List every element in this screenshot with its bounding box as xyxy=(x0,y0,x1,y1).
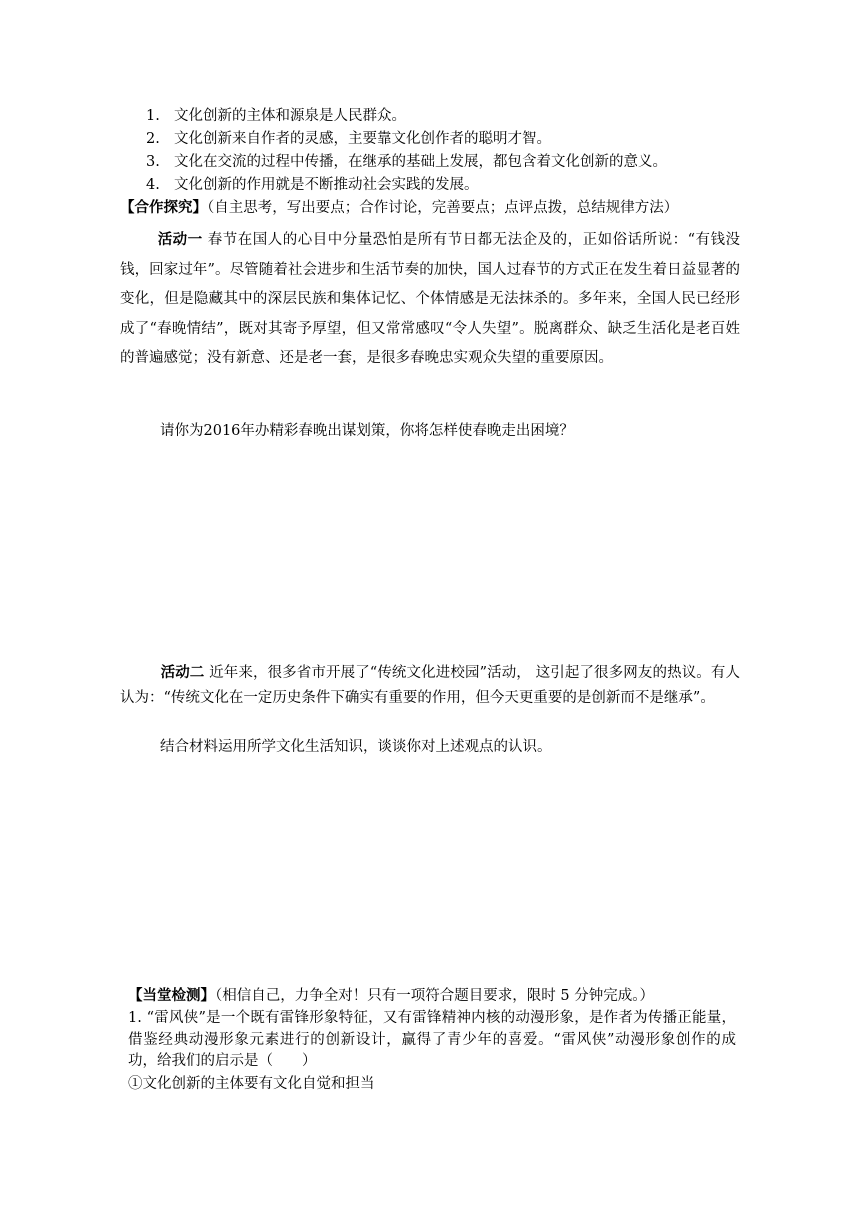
test-title: 【当堂检测】 xyxy=(128,987,215,1004)
option-2 xyxy=(146,129,551,149)
activity-1-text: 春节在国人的心目中分量恐怕是所有节日都无法企及的，正如俗话所说：“有钱没钱，回家过年”。尽管随着社会进步和生活节奏的加快，国人过春节的方式正在发生着日益显著的变化，但是隐藏其中的深层民族和集体记忆、个体情感是无法抹杀的。多年来，全国人民已经形成了“春晚情结”，既对其寄予厚望，但又常常感叹“令人失望”。脱离群众、缺乏生活化是老百姓的普遍感觉；没有新意、还是老一套，是很多春晚忠实观众失望的重要原因。 xyxy=(120,232,740,366)
option-text: 文化在交流的过程中传播，在继承的基础上发展，都包含着文化创新的意义。 xyxy=(174,154,667,170)
test-heading xyxy=(128,986,654,1006)
test-option-1: ①文化创新的主体要有文化自觉和担当 xyxy=(128,1076,375,1092)
option-text: 文化创新的主体和源泉是人民群众。 xyxy=(174,108,406,124)
cooperation-hint: （自主思考，写出要点；合作讨论，完善要点；点评点拨，总结规律方法） xyxy=(207,200,679,216)
activity-2-text: 近年来，很多省市开展了“传统文化进校园”活动， 这引起了很多网友的热议。有人认为：“传统文化在一定历史条件下确实有重要的作用，但今天更重要的是创新而不是继承”。 xyxy=(120,665,741,706)
option-number: 1. xyxy=(146,108,160,124)
test-hint: （相信自己，力争全对！只有一项符合题目要求，限时 5 分钟完成。） xyxy=(215,988,654,1004)
option-number: 4. xyxy=(146,177,160,193)
activity-2-label: 活动二 xyxy=(160,664,205,681)
test-question-1: 1. “雷风侠”是一个既有雷锋形象特征，又有雷锋精神内核的动漫形象，是作者为传播正能量，借鉴经典动漫形象元素进行的创新设计，赢得了青少年的喜爱。“雷风侠”动漫形象创作的成功，给我们的启示是（ ） xyxy=(128,1010,736,1069)
activity-1-label: 活动一 xyxy=(157,231,203,248)
option-4 xyxy=(146,175,479,195)
option-number: 3. xyxy=(146,154,160,170)
cooperation-title: 【合作探究】 xyxy=(120,199,207,216)
activity-2-paragraph xyxy=(120,660,740,711)
option-3 xyxy=(146,152,667,172)
cooperation-heading xyxy=(120,198,678,218)
activity-1-paragraph xyxy=(120,225,740,374)
option-text: 文化创新的作用就是不断推动社会实践的发展。 xyxy=(174,177,479,193)
option-1 xyxy=(146,106,406,126)
option-number: 2. xyxy=(146,131,160,147)
activity-1-question: 请你为2016年办精彩春晚出谋划策，你将怎样使春晚走出困境？ xyxy=(160,423,574,439)
option-text: 文化创新来自作者的灵感，主要靠文化创作者的聪明才智。 xyxy=(174,131,551,147)
activity-2-question: 结合材料运用所学文化生活知识，谈谈你对上述观点的认识。 xyxy=(160,739,552,755)
